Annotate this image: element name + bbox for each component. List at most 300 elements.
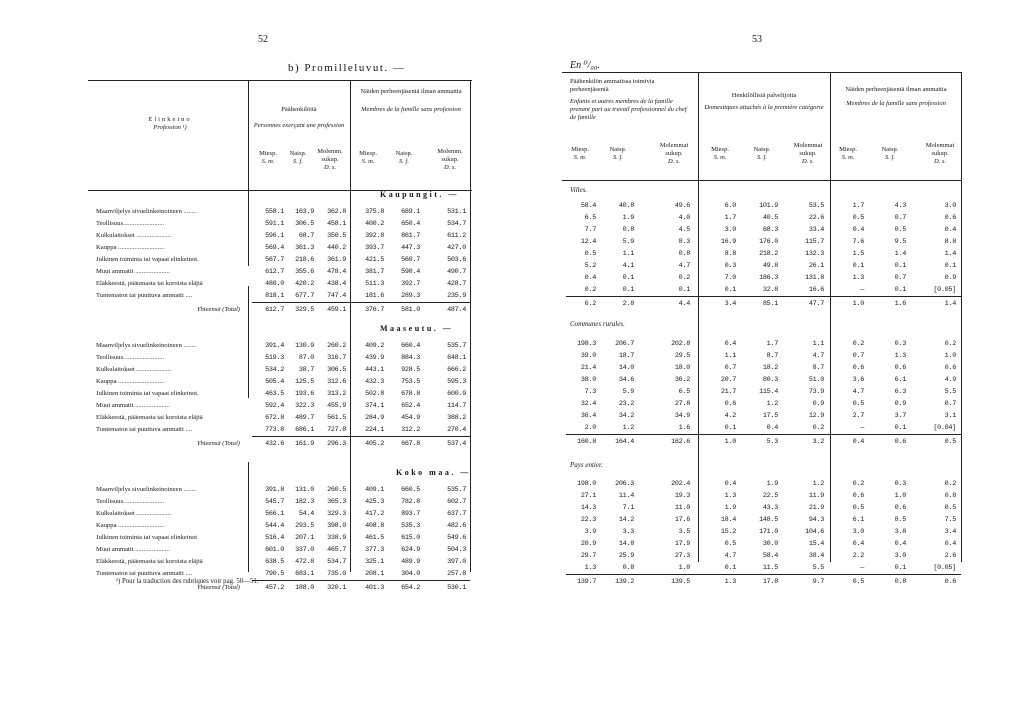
cell-value: 12.4 — [580, 238, 596, 246]
row-label: Kauppa ............................ — [96, 522, 165, 529]
cell-value: 289.3 — [401, 292, 420, 300]
table-row — [512, 224, 1024, 236]
stub-header — [100, 116, 240, 132]
cell-value: 558.1 — [265, 208, 284, 216]
column-header-fr: S. m. — [361, 158, 375, 165]
cell-value: 375.8 — [365, 208, 384, 216]
cell-value: 489.7 — [295, 414, 314, 422]
cell-value: 4.7 — [852, 388, 864, 396]
cell-value: 405.2 — [365, 440, 384, 448]
cell-value: 51.0 — [808, 376, 824, 384]
table-row — [0, 364, 512, 376]
cell-value: 443.1 — [365, 366, 384, 374]
cell-value: 30.0 — [762, 540, 778, 548]
cell-value: 624.9 — [401, 546, 420, 554]
cell-value: 1.0 — [724, 438, 736, 446]
cell-value: 0.1 — [724, 424, 736, 432]
cell-value: 206.7 — [615, 340, 634, 348]
cell-value: 0.3 — [894, 480, 906, 488]
cell-value: 0.9 — [812, 400, 824, 408]
cell-value: 773.8 — [265, 426, 284, 434]
cell-value: 397.0 — [447, 558, 466, 566]
cell-value: 459.1 — [327, 306, 346, 314]
column-header-fr: D. s. — [801, 158, 815, 165]
cell-value: 7.5 — [944, 516, 956, 524]
cell-value: 672.8 — [265, 414, 284, 422]
total-label: Yhteensä (Total) — [196, 440, 240, 447]
cell-value: 131.0 — [295, 486, 314, 494]
cell-value: 0.4 — [944, 540, 956, 548]
cell-value: 654.2 — [401, 584, 420, 592]
cell-value: 0.6 — [894, 364, 906, 372]
cell-value: 6.5 — [584, 214, 596, 222]
cell-value: 130.9 — [295, 342, 314, 350]
cell-value: 186.3 — [759, 274, 778, 282]
cell-value: 9.7 — [812, 578, 824, 586]
cell-value: 26.1 — [808, 262, 824, 270]
cell-value: 461.5 — [365, 534, 384, 542]
group-header-fi: Henkilöllisiä palvelijoita — [731, 92, 797, 99]
cell-value: 47.7 — [808, 300, 824, 308]
group-header-fr: Membres de la famille sans profession — [846, 100, 946, 107]
cell-value: 3.7 — [894, 412, 906, 420]
cell-value: 596.1 — [265, 232, 284, 240]
column-header — [788, 142, 828, 166]
cell-value: 4.9 — [944, 376, 956, 384]
cell-value: 193.6 — [295, 390, 314, 398]
cell-value: 260.2 — [327, 342, 346, 350]
cell-value: 0.2 — [944, 480, 956, 488]
cell-value: 790.5 — [265, 570, 284, 578]
cell-value: 3.3 — [622, 528, 634, 536]
row-label: Eläkkeestä, pääomasta tai koroista eläjiä — [96, 414, 203, 421]
cell-value: 125.5 — [295, 378, 314, 386]
cell-value: 337.0 — [295, 546, 314, 554]
cell-value: 316.7 — [327, 354, 346, 362]
cell-value: 591.1 — [265, 220, 284, 228]
table-row — [512, 562, 1024, 574]
column-header — [384, 150, 424, 166]
cell-value: 1.4 — [894, 250, 906, 258]
cell-value: 104.6 — [805, 528, 824, 536]
cell-value: 1.7 — [766, 340, 778, 348]
cell-value: 472.8 — [295, 558, 314, 566]
cell-value: 18.0 — [674, 364, 690, 372]
cell-value: 313.2 — [327, 390, 346, 398]
total-row — [512, 298, 1024, 310]
cell-value: 3.4 — [724, 300, 736, 308]
cell-value: 0.5 — [724, 540, 736, 548]
cell-value: 465.7 — [327, 546, 346, 554]
cell-value: 148.5 — [759, 516, 778, 524]
total-rule — [252, 580, 470, 581]
cell-value: 0.7 — [894, 274, 906, 282]
cell-value: 1.2 — [622, 424, 634, 432]
cell-value: 4.0 — [678, 214, 690, 222]
row-label: Eläkkeestä, pääomasta tai koroista eläjiä — [96, 558, 203, 565]
table-row — [512, 490, 1024, 502]
cell-value: 1.3 — [724, 578, 736, 586]
column-header-fi: Miesp. — [571, 146, 589, 153]
cell-value: 2.7 — [852, 412, 864, 420]
column-header-fr: S. m. — [261, 158, 275, 165]
cell-value: 1.5 — [852, 250, 864, 258]
column-header-fi: Molemm. sukup. — [437, 148, 463, 163]
table-row — [512, 362, 1024, 374]
cell-value: 58.4 — [580, 202, 596, 210]
cell-value: 638.5 — [265, 558, 284, 566]
cell-value: 0.4 — [852, 438, 864, 446]
row-label: Muut ammatit ..................... — [96, 268, 170, 275]
row-label: Kulkulaitokset ..................... — [96, 366, 172, 373]
cell-value: 0.6 — [724, 400, 736, 408]
cell-value: 0.3 — [724, 262, 736, 270]
column-header-fi: Molemmat sukup. — [925, 142, 955, 157]
cell-value: 11.0 — [674, 504, 690, 512]
cell-value: 293.5 — [295, 522, 314, 530]
cell-value: 0.3 — [894, 340, 906, 348]
cell-value: 409.2 — [365, 342, 384, 350]
cell-value: 0.4 — [724, 340, 736, 348]
page-number: 52 — [258, 34, 268, 45]
cell-value: 0.2 — [852, 340, 864, 348]
row-label: Kulkulaitokset ..................... — [96, 510, 172, 517]
cell-value: 0.8 — [944, 492, 956, 500]
row-label: Muut ammatit ..................... — [96, 402, 170, 409]
cell-value: 0.2 — [944, 340, 956, 348]
cell-value: 208.1 — [365, 570, 384, 578]
cell-value: 0.7 — [894, 214, 906, 222]
cell-value: 20.9 — [580, 540, 596, 548]
table-row — [0, 400, 512, 412]
row-label: Teollisuus......................... — [96, 354, 165, 361]
row-label: Teollisuus......................... — [96, 220, 165, 227]
column-header — [700, 146, 740, 162]
column-header-fi: Miesp. — [359, 150, 377, 157]
table-row — [0, 496, 512, 508]
cell-value: 400.2 — [365, 220, 384, 228]
cell-value: 284.9 — [365, 414, 384, 422]
cell-value: 20.7 — [720, 376, 736, 384]
group-header-family — [834, 86, 958, 108]
cell-value: 18.7 — [618, 352, 634, 360]
column-header-fr: D. s. — [443, 164, 457, 171]
cell-value: 516.4 — [265, 534, 284, 542]
column-header-fi: Molemm. sukup. — [317, 148, 343, 163]
cell-value: 482.6 — [447, 522, 466, 530]
cell-value: 0.5 — [852, 400, 864, 408]
cell-value: 595.3 — [447, 378, 466, 386]
cell-value: 0.6 — [894, 504, 906, 512]
table-row — [0, 242, 512, 254]
cell-value: 0.2 — [852, 480, 864, 488]
cell-value: 14.2 — [618, 516, 634, 524]
cell-value: 686.1 — [295, 426, 314, 434]
cell-value: 861.7 — [401, 232, 420, 240]
cell-value: 206.3 — [615, 480, 634, 488]
total-label: Yhteensä (Total) — [196, 584, 240, 591]
cell-value: 569.4 — [265, 244, 284, 252]
cell-value: 615.0 — [401, 534, 420, 542]
cell-value: 463.5 — [265, 390, 284, 398]
cell-value: 7.6 — [852, 238, 864, 246]
cell-value: 32.4 — [580, 400, 596, 408]
row-label: Julkinen toiminta tai vapaat elinkeinot. — [96, 390, 199, 397]
cell-value: 457.2 — [265, 584, 284, 592]
column-header — [430, 148, 470, 172]
cell-value: 1.2 — [812, 480, 824, 488]
cell-value: 0.2 — [584, 286, 596, 294]
cell-value: 531.1 — [447, 208, 466, 216]
cell-value: 87.0 — [298, 354, 314, 362]
cell-value: 1.7 — [724, 214, 736, 222]
cell-value: 58.4 — [762, 552, 778, 560]
cell-value: 1.4 — [944, 300, 956, 308]
cell-value: [0.05] — [933, 564, 956, 572]
cell-value: 32.8 — [762, 286, 778, 294]
cell-value: 3.4 — [944, 528, 956, 536]
section-title: b) Promilleluvut. — — [288, 62, 406, 74]
cell-value: 0.6 — [944, 578, 956, 586]
cell-value: 612.7 — [265, 268, 284, 276]
cell-value: 163.9 — [295, 208, 314, 216]
cell-value: 17.8 — [762, 578, 778, 586]
cell-value: 182.3 — [295, 498, 314, 506]
cell-value: 7.1 — [622, 504, 634, 512]
cell-value: 601.0 — [265, 546, 284, 554]
cell-value: 33.4 — [808, 226, 824, 234]
table-row — [512, 200, 1024, 212]
group-header-fi: Näiden perheenjäseniä ilman ammattia — [360, 88, 462, 95]
cell-value: 9.5 — [894, 238, 906, 246]
column-header — [870, 146, 910, 162]
cell-value: 218.6 — [295, 256, 314, 264]
cell-value: 438.4 — [327, 280, 346, 288]
total-row — [512, 436, 1024, 448]
cell-value: 27.8 — [674, 400, 690, 408]
cell-value: 519.3 — [265, 354, 284, 362]
cell-value: 23.2 — [618, 400, 634, 408]
stub-header-fr: Profession ¹) — [153, 124, 187, 131]
cell-value: 306.5 — [295, 220, 314, 228]
cell-value: 5.9 — [622, 238, 634, 246]
cell-value: 3.0 — [894, 552, 906, 560]
cell-value: 535.3 — [401, 522, 420, 530]
cell-value: 4.3 — [894, 202, 906, 210]
table-row — [512, 350, 1024, 362]
cell-value: 0.1 — [894, 286, 906, 294]
row-label: Maanviljelys sivuelinkeinoineen ........ — [96, 342, 197, 349]
column-header — [654, 142, 694, 166]
cell-value: 0.1 — [724, 564, 736, 572]
cell-value: 480.0 — [265, 280, 284, 288]
row-label: Tuntematon tai puuttuva ammatti .... — [96, 426, 193, 433]
cell-value: 22.3 — [580, 516, 596, 524]
cell-value: 11.9 — [808, 492, 824, 500]
cell-value: 440.2 — [327, 244, 346, 252]
cell-value: 38.0 — [580, 376, 596, 384]
cell-value: 1.3 — [852, 274, 864, 282]
cell-value: 188.0 — [295, 584, 314, 592]
cell-value: 747.4 — [327, 292, 346, 300]
cell-value: 455.9 — [327, 402, 346, 410]
table-row — [512, 386, 1024, 398]
cell-value: 162.6 — [671, 438, 690, 446]
total-row — [0, 438, 512, 450]
column-header-fi: Molemmat sukup. — [659, 142, 689, 157]
cell-value: 17.9 — [674, 540, 690, 548]
row-label: Kauppa ............................ — [96, 244, 165, 251]
column-header-fr: S. f. — [293, 158, 303, 165]
cell-value: 6.0 — [724, 202, 736, 210]
cell-value: 38.7 — [298, 366, 314, 374]
cell-value: 14.0 — [618, 364, 634, 372]
cell-value: 1.6 — [678, 424, 690, 432]
cell-value: — — [860, 286, 864, 294]
cell-value: 329.3 — [327, 510, 346, 518]
cell-value: 0.5 — [894, 226, 906, 234]
row-label: Tuntematon tai puuttuva ammatti .... — [96, 292, 193, 299]
cell-value: 544.4 — [265, 522, 284, 530]
group-header-fr: Enfants et autres membres de la famille prenant part au travail professionnel du chef de famille — [570, 98, 687, 121]
cell-value: 0.4 — [894, 540, 906, 548]
column-header — [598, 146, 638, 162]
cell-value: 2.2 — [852, 552, 864, 560]
page-number: 53 — [752, 34, 762, 45]
cell-value: [0.05] — [933, 286, 956, 294]
cell-value: 5.5 — [944, 388, 956, 396]
cell-value: 4.4 — [678, 300, 690, 308]
cell-value: 312.6 — [327, 378, 346, 386]
cell-value: 432.6 — [265, 440, 284, 448]
cell-value: 652.4 — [401, 402, 420, 410]
cell-value: 490.7 — [447, 268, 466, 276]
cell-value: 5.9 — [622, 388, 634, 396]
cell-value: 260.5 — [327, 486, 346, 494]
cell-value: 504.3 — [447, 546, 466, 554]
table-row — [512, 538, 1024, 550]
column-header-fi: Naisp. — [395, 150, 413, 157]
column-header-fr: S. f. — [885, 154, 895, 161]
cell-value: 439.9 — [365, 354, 384, 362]
cell-value: 27.1 — [580, 492, 596, 500]
cell-value: 683.1 — [295, 570, 314, 578]
cell-value: 1.2 — [766, 400, 778, 408]
group-header-fi: Päähenkilön ammatissa toimivia perheenjäseniä — [570, 78, 655, 93]
cell-value: 132.3 — [805, 250, 824, 258]
cell-value: 296.3 — [327, 440, 346, 448]
cell-value: 53.5 — [808, 202, 824, 210]
cell-value: 4.7 — [812, 352, 824, 360]
table-row — [512, 526, 1024, 538]
column-header — [560, 146, 600, 162]
cell-value: 25.9 — [618, 552, 634, 560]
cell-value: 0.8 — [622, 226, 634, 234]
cell-value: — — [860, 424, 864, 432]
cell-value: 4.1 — [622, 262, 634, 270]
cell-value: 409.1 — [365, 486, 384, 494]
group-header-fi: Näiden perheenjäseniä ilman ammattia — [845, 86, 947, 93]
column-header-fi: Miesp. — [259, 150, 277, 157]
cell-value: 39.0 — [580, 352, 596, 360]
cell-value: — — [860, 564, 864, 572]
cell-value: 391.4 — [265, 342, 284, 350]
column-header — [828, 146, 868, 162]
column-header-fi: Miesp. — [839, 146, 857, 153]
cell-value: 16.9 — [720, 238, 736, 246]
column-header-fi: Molemmat sukup. — [793, 142, 823, 157]
row-label: Maanviljelys sivuelinkeinoineen ........ — [96, 208, 197, 215]
cell-value: 0.6 — [852, 364, 864, 372]
cell-value: 34.2 — [618, 412, 634, 420]
table-row — [512, 478, 1024, 490]
cell-value: 489.9 — [401, 558, 420, 566]
cell-value: 374.1 — [365, 402, 384, 410]
cell-value: 667.8 — [401, 440, 420, 448]
cell-value: 270.4 — [447, 426, 466, 434]
cell-value: 478.4 — [327, 268, 346, 276]
column-header-fi: Naisp. — [881, 146, 899, 153]
section-head-rural: Maaseutu. — — [380, 324, 454, 333]
row-label: Julkinen toiminta tai vapaat elinkeinot — [96, 534, 198, 541]
table-row — [0, 230, 512, 242]
total-row — [0, 304, 512, 316]
cell-value: 0.4 — [766, 424, 778, 432]
column-header-fr: S. f. — [757, 154, 767, 161]
cell-value: 1.9 — [724, 504, 736, 512]
cell-value: 432.3 — [365, 378, 384, 386]
cell-value: 12.9 — [808, 412, 824, 420]
cell-value: 0.1 — [944, 262, 956, 270]
cell-value: 3.9 — [584, 528, 596, 536]
cell-value: 427.0 — [447, 244, 466, 252]
table-row — [512, 514, 1024, 526]
row-label: Muut ammatit ..................... — [96, 546, 170, 553]
table-row — [512, 236, 1024, 248]
row-label: Maanviljelys sivuelinkeinoineen ........ — [96, 486, 197, 493]
cell-value: 600.9 — [447, 390, 466, 398]
cell-value: 1.0 — [678, 564, 690, 572]
header-bottom-rule — [562, 180, 962, 181]
cell-value: 14.8 — [618, 540, 634, 548]
cell-value: 139.7 — [577, 578, 596, 586]
cell-value: 6.3 — [894, 388, 906, 396]
cell-value: 49.6 — [674, 202, 690, 210]
table-row — [0, 206, 512, 218]
cell-value: 350.5 — [327, 232, 346, 240]
cell-value: 94.3 — [808, 516, 824, 524]
section-head-cities: Kaupungit. — — [380, 190, 459, 199]
cell-value: 198.0 — [577, 480, 596, 488]
cell-value: 3.0 — [852, 528, 864, 536]
group-header-fi: Päähenkilöitä — [281, 106, 317, 113]
column-header — [920, 142, 960, 166]
right-page — [512, 0, 1024, 712]
cell-value: 0.4 — [852, 540, 864, 548]
cell-value: 3.1 — [944, 412, 956, 420]
cell-value: 590.4 — [401, 268, 420, 276]
cell-value: 322.3 — [295, 402, 314, 410]
cell-value: 115.7 — [805, 238, 824, 246]
cell-value: 534.2 — [265, 366, 284, 374]
cell-value: 304.0 — [401, 570, 420, 578]
cell-value: 0.9 — [894, 400, 906, 408]
column-header-fi: Naisp. — [289, 150, 307, 157]
cell-value: 2.6 — [944, 552, 956, 560]
cell-value: 11.4 — [618, 492, 634, 500]
cell-value: 425.3 — [365, 498, 384, 506]
cell-value: 1.1 — [812, 340, 824, 348]
